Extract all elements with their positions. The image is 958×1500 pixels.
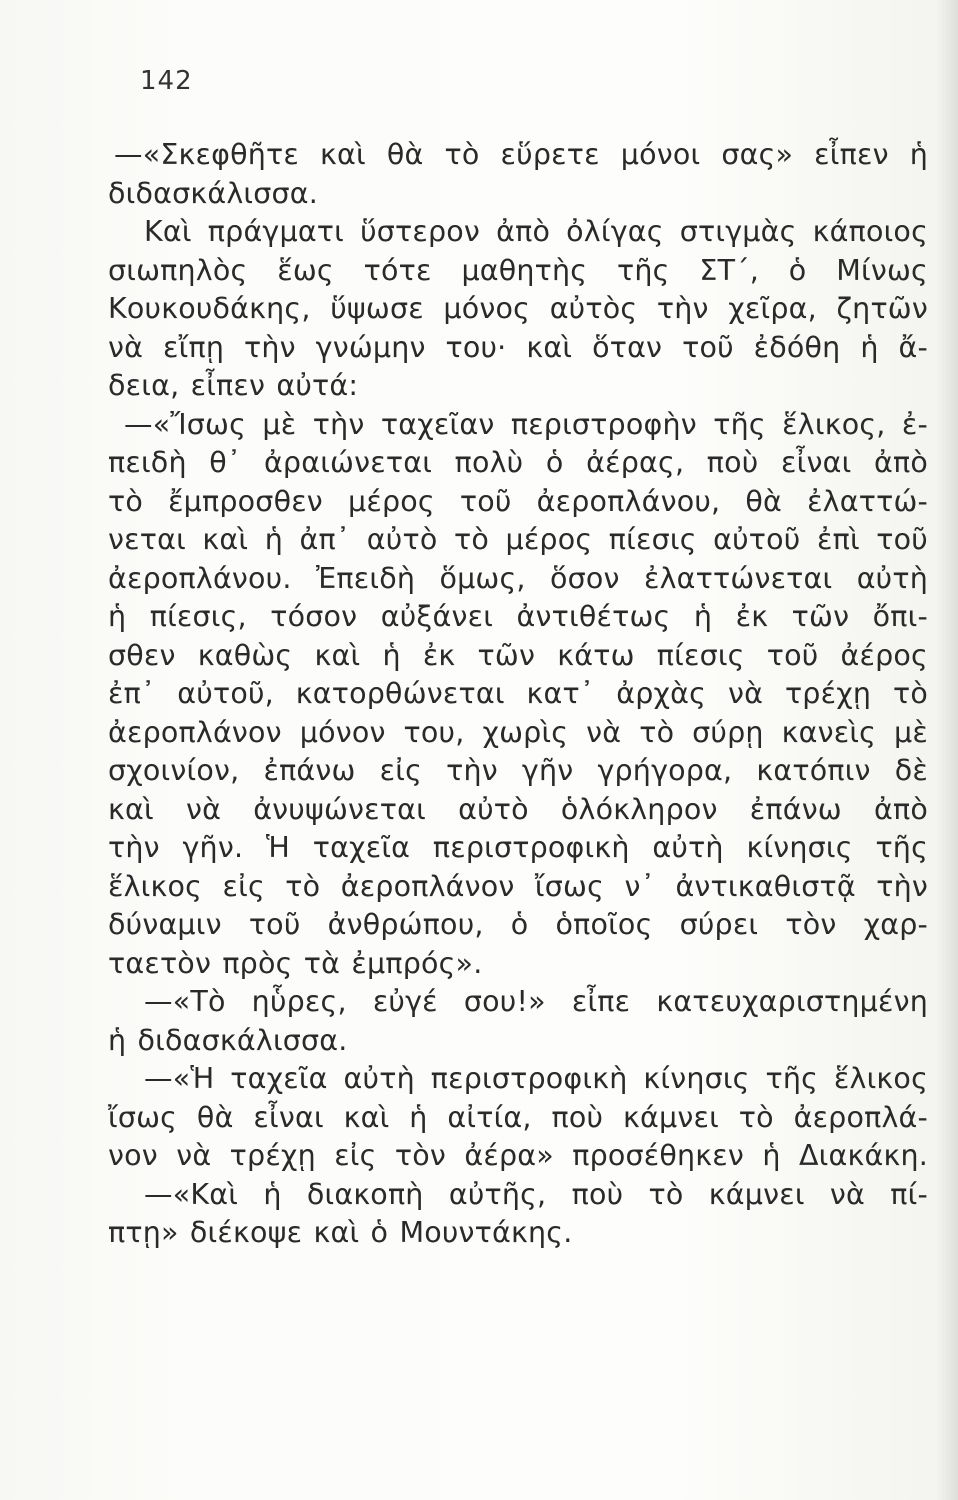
- text-line: —«Σκεφθῆτε καὶ θὰ τὸ εὕρετε μόνοι σας» εἶπεν ἡ: [114, 138, 928, 171]
- text-line: —«Τὸ ηὗρες, εὐγέ σου!» εἶπε κατευχαριστημένη: [144, 985, 928, 1018]
- page-edge-shadow: [936, 0, 958, 1500]
- text-line: πτῃ» διέκοψε καὶ ὁ Μουντάκης.: [108, 1216, 573, 1249]
- text-line: δεια, εἶπεν αὐτά:: [108, 369, 359, 402]
- text-line: καὶ νὰ ἀνυψώνεται αὐτὸ ὁλόκληρον ἐπάνω ἀπὸ: [108, 792, 928, 826]
- text-line: πειδὴ θ᾽ ἀραιώνεται πολὺ ὁ ἀέρας, ποὺ εἶναι ἀπὸ: [108, 446, 928, 479]
- body-text: [108, 136, 928, 1253]
- text-line: ἀεροπλάνον μόνον του, χωρὶς νὰ τὸ σύρῃ κανεὶς μὲ: [108, 715, 928, 749]
- text-line: Καὶ πράγματι ὕστερον ἀπὸ ὀλίγας στιγμὰς κάποιος: [144, 215, 928, 248]
- text-line: διδασκάλισσα.: [108, 176, 319, 210]
- text-line: τὸ ἔμπροσθεν μέρος τοῦ ἀεροπλάνου, θὰ ἐλαττώ-: [108, 484, 928, 518]
- text-line: ἕλικος εἰς τὸ ἀεροπλάνον ἴσως ν᾽ ἀντικαθιστᾷ τὴν: [108, 869, 928, 903]
- text-line: νὰ εἴπῃ τὴν γνώμην του· καὶ ὅταν τοῦ ἐδόθη ἡ ἄ-: [108, 330, 928, 364]
- text-line: σθεν καθὼς καὶ ἡ ἐκ τῶν κάτω πίεσις τοῦ ἀέρος: [108, 638, 928, 672]
- text-line: ἀεροπλάνου. Ἐπειδὴ ὅμως, ὅσον ἐλαττώνεται αὐτὴ: [108, 561, 928, 595]
- text-line: νον νὰ τρέχῃ εἰς τὸν ἀέρα» προσέθηκεν ἡ Διακάκη.: [108, 1139, 928, 1172]
- text-line: ἡ διδασκάλισσα.: [108, 1023, 348, 1057]
- text-line: ἴσως θὰ εἶναι καὶ ἡ αἰτία, ποὺ κάμνει τὸ ἀεροπλά-: [108, 1100, 928, 1134]
- text-line: σιωπηλὸς ἕως τότε μαθητὴς τῆς ΣΤ΄, ὁ Μίνως: [108, 253, 928, 287]
- text-line: τὴν γῆν. Ἡ ταχεῖα περιστροφικὴ αὐτὴ κίνησις τῆς: [108, 831, 928, 864]
- text-line: —«Ἴσως μὲ τὴν ταχεῖαν περιστροφὴν τῆς ἕλικος, ἐ-: [124, 407, 928, 441]
- text-line: ἐπ᾽ αὐτοῦ, κατορθώνεται κατ᾽ ἀρχὰς νὰ τρέχῃ τὸ: [108, 677, 928, 710]
- text-line: ταετὸν πρὸς τὰ ἐμπρός».: [108, 946, 483, 980]
- text-line: ἡ πίεσις, τόσον αὐξάνει ἀντιθέτως ἡ ἐκ τῶν ὄπι-: [108, 600, 928, 633]
- page-number: 142: [140, 66, 193, 96]
- text-line: δύναμιν τοῦ ἀνθρώπου, ὁ ὁποῖος σύρει τὸν χαρ-: [108, 908, 928, 941]
- text-line: —«Ἡ ταχεῖα αὐτὴ περιστροφικὴ κίνησις τῆς ἕλικος: [144, 1062, 928, 1095]
- text-line: νεται καὶ ἡ ἀπ᾽ αὐτὸ τὸ μέρος πίεσις αὐτοῦ ἐπὶ τοῦ: [108, 523, 928, 556]
- text-line: Κουκουδάκης, ὕψωσε μόνος αὐτὸς τὴν χεῖρα, ζητῶν: [108, 292, 928, 325]
- text-line: σχοινίον, ἐπάνω εἰς τὴν γῆν γρήγορα, κατόπιν δὲ: [108, 754, 928, 787]
- text-line: —«Καὶ ἡ διακοπὴ αὐτῆς, ποὺ τὸ κάμνει νὰ πί-: [144, 1177, 928, 1211]
